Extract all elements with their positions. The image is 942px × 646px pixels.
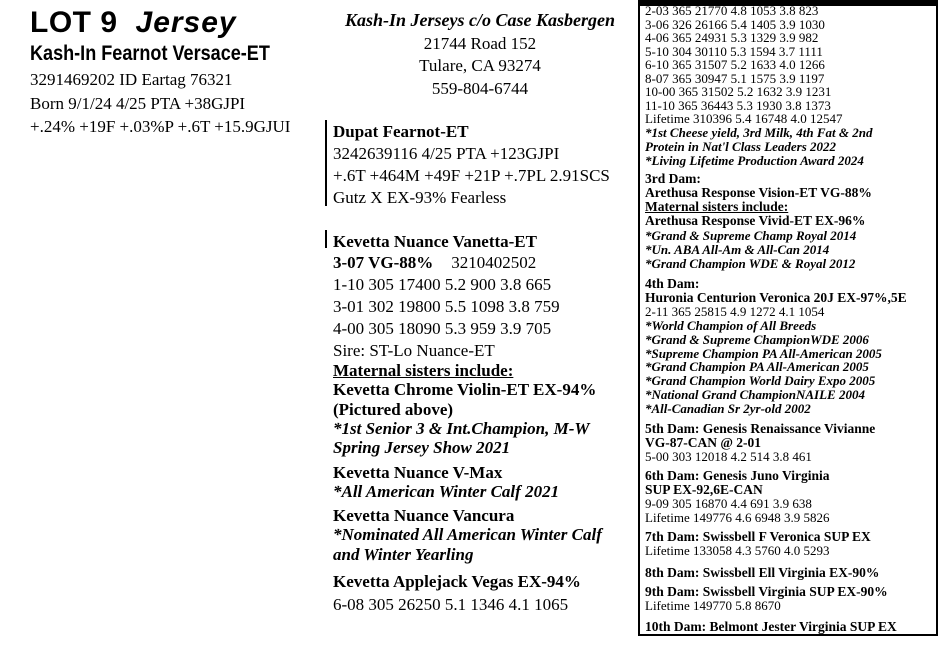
dam7-heading: 7th Dam: Swissbell F Veronica SUP EX <box>645 529 871 544</box>
pedigree-record: 8-07 365 30947 5.1 1575 3.9 1197 <box>645 70 825 86</box>
breeder-address-line2: Tulare, CA 93274 <box>419 56 541 75</box>
dam4-label: 4th Dam: <box>645 276 700 291</box>
dam-record: 1-10 305 17400 5.2 900 3.8 665 <box>333 275 552 294</box>
pedigree-record: 6-10 365 31507 5.2 1633 4.0 1266 <box>645 57 825 72</box>
dam4-award: *World Champion of All Breeds <box>645 318 817 333</box>
dam3-name: Arethusa Response Vision-ET VG-88% <box>645 185 872 200</box>
dam4-record: 2-11 365 25815 4.9 1272 4.1 1054 <box>645 304 825 319</box>
sister-award: Spring Jersey Show 2021 <box>333 438 511 457</box>
dam4-award: *All-Canadian Sr 2yr-old 2002 <box>645 401 811 416</box>
dam-divider <box>325 230 327 248</box>
pedigree-lifetime: Lifetime 310396 5.4 16748 4.0 12547 <box>645 111 843 126</box>
lot-breed: Jersey <box>135 6 237 39</box>
dam3-award: *Grand & Supreme Champ Royal 2014 <box>645 228 857 243</box>
dam-registration: 3210402502 <box>451 253 537 272</box>
sire-info-line3: Gutz X EX-93% Fearless <box>333 188 507 207</box>
dam9-heading: 9th Dam: Swissbell Virginia SUP EX-90% <box>645 584 888 599</box>
dam5-class: VG-87-CAN @ 2-01 <box>645 435 762 450</box>
dam8-heading: 8th Dam: Swissbell Ell Virginia EX-90% <box>645 565 880 580</box>
dam4-award: *Grand Champion World Dairy Expo 2005 <box>645 373 876 388</box>
sister-name: Kevetta Applejack Vegas EX-94% <box>333 572 581 591</box>
pedigree-award: Protein in Nat'l Class Leaders 2022 <box>645 139 837 154</box>
animal-name: Kash-In Fearnot Versace-ET <box>30 42 270 65</box>
sister-name: Kevetta Nuance Vancura <box>333 506 515 525</box>
pedigree-award: *Living Lifetime Production Award 2024 <box>645 153 864 168</box>
dam3-award: *Grand Champion WDE & Royal 2012 <box>645 256 856 271</box>
dam-name: Kevetta Nuance Vanetta-ET <box>333 232 537 251</box>
dam6-heading: 6th Dam: Genesis Juno Virginia <box>645 468 830 483</box>
pedigree-record: 3-06 326 26166 5.4 1405 3.9 1030 <box>645 16 825 32</box>
pedigree-record: 5-10 304 30110 5.3 1594 3.7 1111 <box>645 43 823 59</box>
pedigree-record: 11-10 365 36443 5.3 1930 3.8 1373 <box>645 97 831 113</box>
breeder-phone: 559-804-6744 <box>431 79 529 98</box>
dam10-heading: 10th Dam: Belmont Jester Virginia SUP EX <box>645 619 897 634</box>
dam4-award: *Grand & Supreme ChampionWDE 2006 <box>645 332 869 347</box>
sire-name: Dupat Fearnot-ET <box>333 122 469 141</box>
sister-note: (Pictured above) <box>333 400 454 419</box>
dam-classification: 3-07 VG-88% <box>333 253 434 272</box>
registration-line: 3291469202 ID Eartag 76321 <box>30 70 233 89</box>
traits-line: +.24% +19F +.03%P +.6T +15.9GJUI <box>30 117 291 136</box>
lot-number: LOT 9 <box>30 6 118 39</box>
sire-divider <box>325 120 327 206</box>
dam-class-line <box>333 253 536 273</box>
dam7-lifetime: Lifetime 133058 4.3 5760 4.0 5293 <box>645 543 830 558</box>
dam3-label: 3rd Dam: <box>645 171 701 186</box>
pedigree-record: 10-00 365 31502 5.2 1632 3.9 1231 <box>645 84 832 99</box>
dam4-award: *Grand Champion PA All-American 2005 <box>645 359 869 374</box>
pedigree-award: *1st Cheese yield, 3rd Milk, 4th Fat & 2nd <box>645 125 873 140</box>
lot-heading <box>30 6 237 40</box>
sister-name: Kevetta Nuance V-Max <box>333 463 503 482</box>
breeder-address-line1: 21744 Road 152 <box>423 34 537 53</box>
dam5-record: 5-00 303 12018 4.2 514 3.8 461 <box>645 449 812 464</box>
sister-record: 6-08 305 26250 5.1 1346 4.1 1065 <box>333 595 569 614</box>
dam-record: 3-01 302 19800 5.5 1098 3.8 759 <box>333 297 560 316</box>
maternal-sisters-heading: Maternal sisters include: <box>333 361 514 380</box>
sire-info-line2: +.6T +464M +49F +21P +.7PL 2.91SCS <box>333 166 610 185</box>
dam4-name: Huronia Centurion Veronica 20J EX-97%,5E <box>645 290 907 305</box>
pedigree-record: 4-06 365 24931 5.3 1329 3.9 982 <box>645 30 819 45</box>
dam-record: 4-00 305 18090 5.3 959 3.9 705 <box>333 319 552 338</box>
born-line: Born 9/1/24 4/25 PTA +38GJPI <box>30 94 246 113</box>
dam9-lifetime: Lifetime 149770 5.8 8670 <box>645 598 781 613</box>
sister-award: *1st Senior 3 & Int.Champion, M-W <box>333 419 590 438</box>
dam6-lifetime: Lifetime 149776 4.6 6948 3.9 5826 <box>645 510 830 525</box>
sister-award: *All American Winter Calf 2021 <box>333 482 560 501</box>
dam6-record: 9-09 305 16870 4.4 691 3.9 638 <box>645 496 812 511</box>
dam-sire-line: Sire: ST-Lo Nuance-ET <box>333 341 495 360</box>
dam5-heading: 5th Dam: Genesis Renaissance Vivianne <box>645 421 876 436</box>
dam4-award: *National Grand ChampionNAILE 2004 <box>645 387 865 402</box>
dam3-maternal-heading: Maternal sisters include: <box>645 199 789 214</box>
sister-name: Kevetta Chrome Violin-ET EX-94% <box>333 380 597 399</box>
sister-award: and Winter Yearling <box>333 545 474 564</box>
pedigree-record: 2-03 365 21770 4.8 1053 3.8 823 <box>645 3 819 18</box>
dam6-class: SUP EX-92,6E-CAN <box>645 482 763 497</box>
breeder-name: Kash-In Jerseys c/o Case Kasbergen <box>344 10 615 30</box>
dam3-sister: Arethusa Response Vivid-ET EX-96% <box>645 213 866 228</box>
sister-award: *Nominated All American Winter Calf <box>333 525 602 544</box>
sire-info-line1: 3242639116 4/25 PTA +123GJPI <box>333 144 560 163</box>
dam3-award: *Un. ABA All-Am & All-Can 2014 <box>645 242 830 257</box>
dam4-award: *Supreme Champion PA All-American 2005 <box>645 346 882 361</box>
